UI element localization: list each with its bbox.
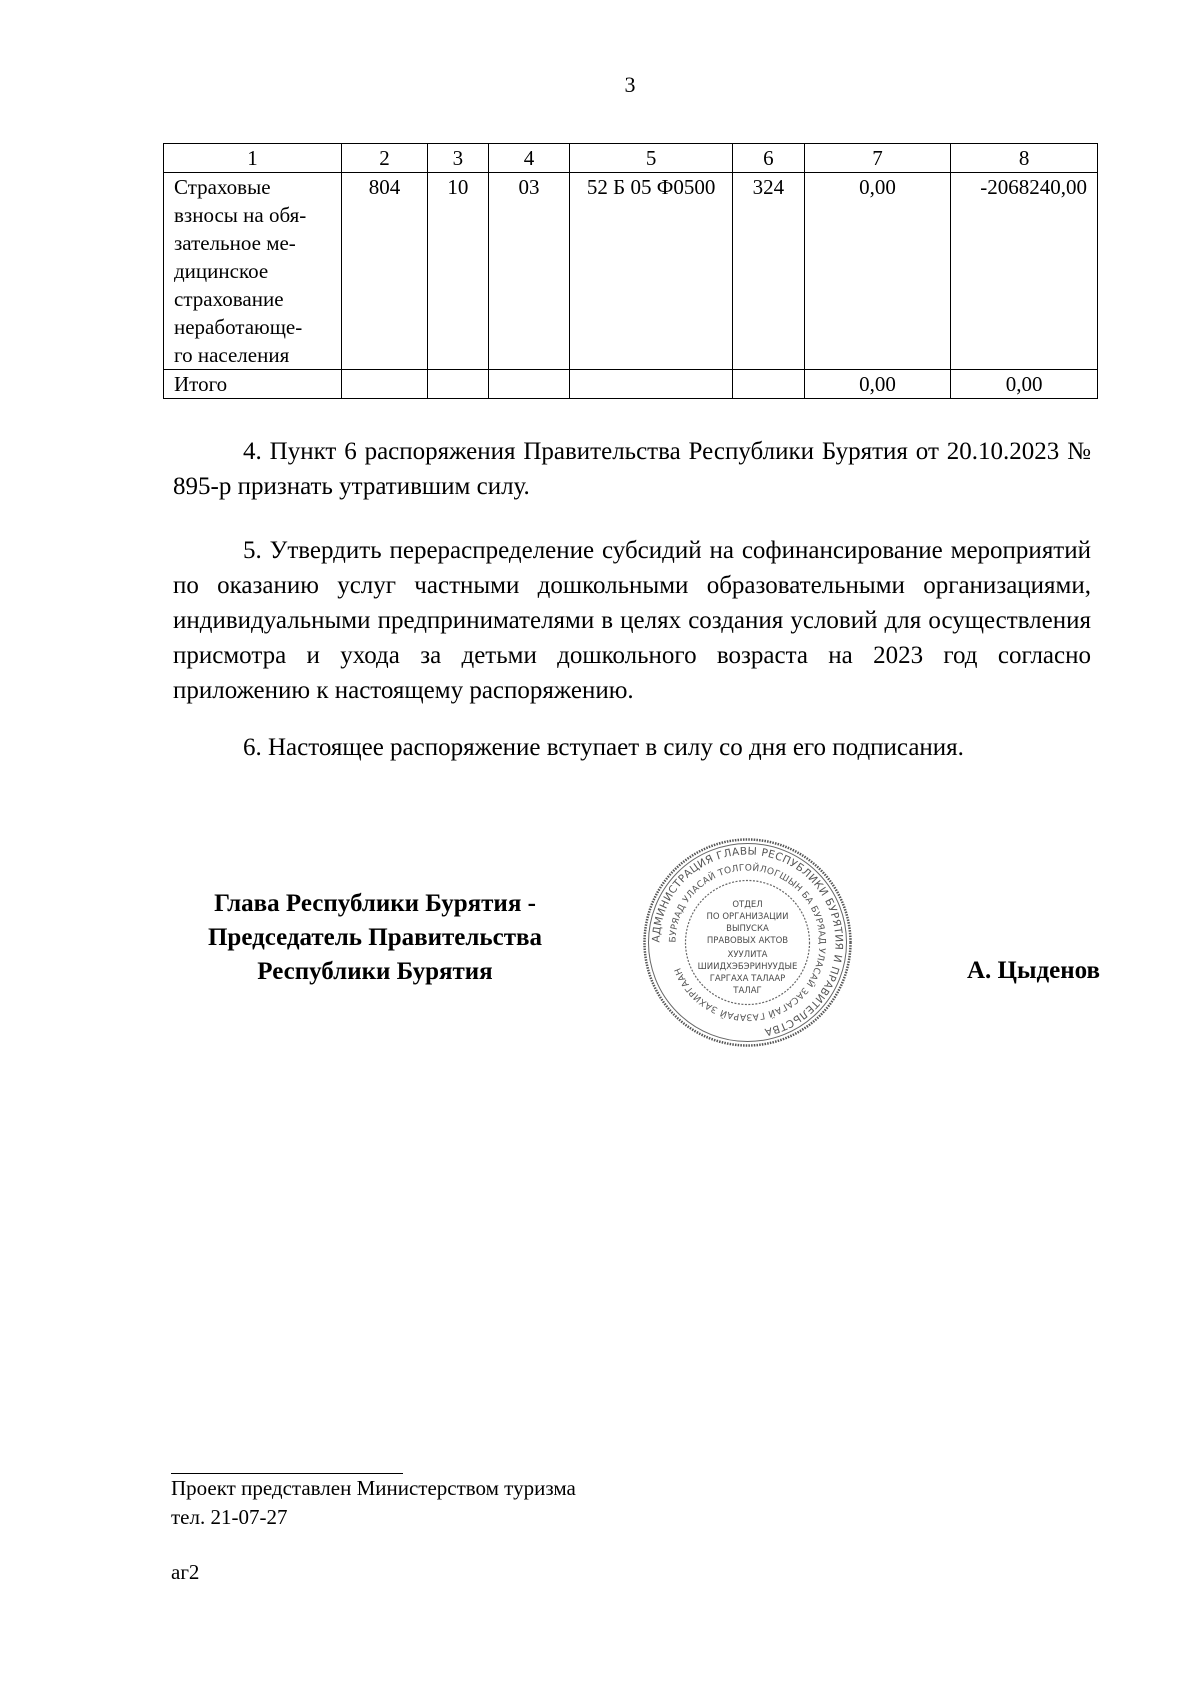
seal-center-line: ГАРГАХА ТАЛААР: [709, 974, 786, 984]
expense-name-line: Страховые: [174, 175, 271, 199]
expense-name-line: го населения: [174, 343, 290, 367]
paragraph-6-text: 6. Настоящее распоряжение вступает в силу со дня его подписания.: [243, 734, 964, 761]
ministry-code-cell: 804: [342, 173, 428, 370]
amount-change-cell: -2068240,00: [951, 173, 1098, 370]
table-header-row: [164, 144, 1098, 173]
seal-center-line: ПРАВОВЫХ АКТОВ: [706, 936, 789, 946]
signer-title-line: Глава Республики Бурятия -: [214, 890, 536, 917]
paragraph-4-text: 4. Пункт 6 распоряжения Правительства Республики Бурятия от 20.10.2023 № 895-р признать утратившим силу.: [173, 438, 1091, 500]
signer-name: А. Цыденов: [966, 957, 1100, 984]
total-amount-cell: 0,00: [804, 370, 951, 399]
expense-name-line: дицинское: [174, 259, 269, 283]
subsection-code-cell: 03: [488, 173, 569, 370]
footnote: [171, 1474, 576, 1532]
seal-center-line: ШИИДХЭБЭРИНУУДЫЕ: [697, 962, 798, 972]
seal-center-line: ХУУЛИТА: [727, 950, 768, 960]
total-label: Итого: [164, 370, 342, 399]
section-code-cell: 10: [427, 173, 488, 370]
header-cell: 4: [488, 144, 569, 173]
footnote-line: Проект представлен Министерством туризма: [171, 1476, 576, 1500]
expense-type-cell: 324: [733, 173, 805, 370]
official-seal-stamp: [640, 835, 855, 1050]
paragraph-5-text: 5. Утвердить перераспределение субсидий на софинансирование мероприятий по оказанию услуг частными дошкольными образовательными организациями, индивидуальными предпринимателями в целях создания условий для осуществления присмотра и ухода за детьми дошкольного возраста на 2023 год согласно приложению к настоящему распоряжению.: [173, 537, 1091, 704]
paragraph-5: [173, 533, 1091, 708]
seal-graphic: [640, 835, 855, 1050]
empty-cell: [570, 370, 733, 399]
header-cell: 2: [342, 144, 428, 173]
page-number: 3: [624, 72, 636, 97]
footnote-phone: тел. 21-07-27: [171, 1505, 288, 1529]
seal-center-line: ТАЛАГ: [733, 986, 762, 996]
paragraph-6: [173, 730, 1091, 765]
seal-center-line: ОТДЕЛ: [732, 900, 763, 910]
signer-title-line: Республики Бурятия: [257, 958, 493, 985]
expense-name-line: взносы на обя-: [174, 203, 307, 227]
expense-name-cell: [164, 173, 342, 370]
target-code-cell: 52 Б 05 Ф0500: [570, 173, 733, 370]
seal-outer-text: АДМИНИСТРАЦИЯ ГЛАВЫ РЕСПУБЛИКИ БУРЯТИЯ И ПРАВИТЕЛЬСТВА: [650, 845, 845, 1038]
budget-table: [163, 143, 1098, 399]
header-cell: 7: [804, 144, 951, 173]
header-cell: 5: [570, 144, 733, 173]
header-cell: 8: [951, 144, 1098, 173]
empty-cell: [733, 370, 805, 399]
empty-cell: [488, 370, 569, 399]
document-code: аг2: [171, 1560, 200, 1584]
expense-name-line: зательное ме-: [174, 231, 296, 255]
signer-title-line: Председатель Правительства: [207, 924, 543, 951]
header-cell: 1: [164, 144, 342, 173]
header-cell: 3: [427, 144, 488, 173]
amount-cell: 0,00: [804, 173, 951, 370]
expense-name-line: страхование: [174, 287, 284, 311]
seal-inner-text: БУРЯАД УЛАСАЙ ТОЛГОЙЛОГШЫН БА БУРЯАД УЛАСАЙ ЗАСАГАЙ ГАЗАРАЙ ЗАХИРГААН: [668, 863, 827, 1022]
total-change-cell: 0,00: [951, 370, 1098, 399]
seal-center-line: ПО ОРГАНИЗАЦИИ: [706, 912, 789, 922]
expense-name-line: неработающе-: [174, 315, 303, 339]
seal-center-line: ВЫПУСКА: [726, 924, 769, 934]
empty-cell: [342, 370, 428, 399]
table-total-row: [164, 370, 1098, 399]
signer-title: [160, 887, 590, 989]
table-row: [164, 173, 1098, 370]
empty-cell: [427, 370, 488, 399]
paragraph-4: [173, 434, 1091, 504]
header-cell: 6: [733, 144, 805, 173]
